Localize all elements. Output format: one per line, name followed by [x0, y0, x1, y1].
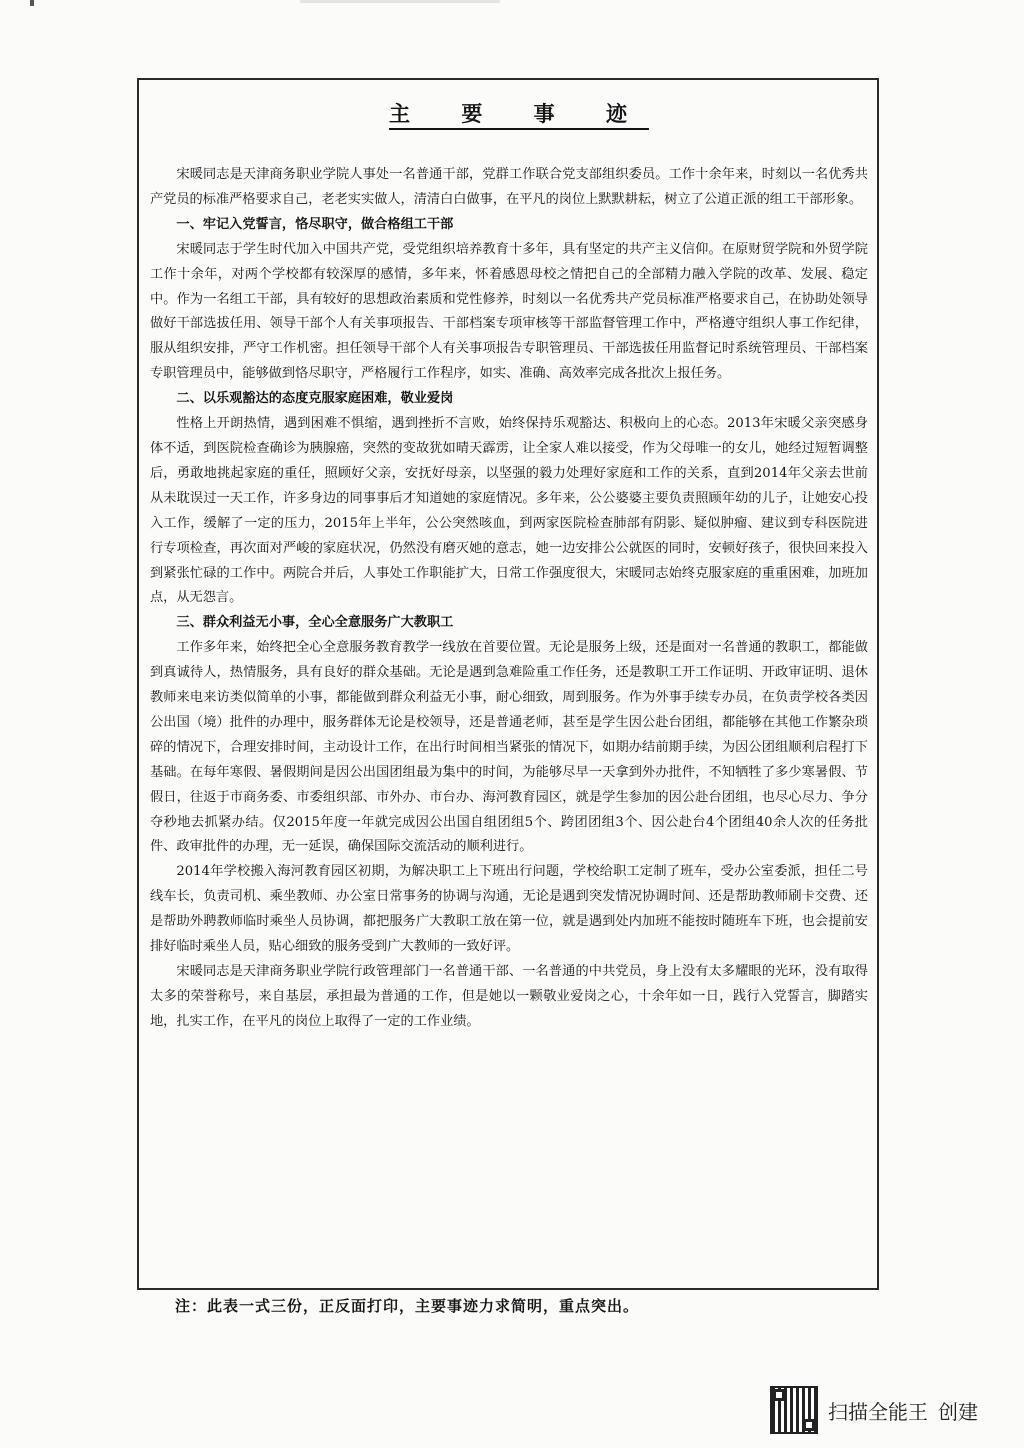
title-text: 主 要 事 迹: [389, 101, 649, 126]
scanner-watermark: [770, 1386, 978, 1434]
scan-edge-mark: [30, 0, 34, 6]
watermark-text: [828, 1396, 978, 1425]
body-paragraph: 宋暖同志于学生时代加入中国共产党，受党组织培养教育十多年，具有坚定的共产主义信仰。在原财贸学院和外贸学院工作十余年，对两个学校都有较深厚的感情，多年来，怀着感恩母校之情把自己的全部精力融入学院的改革、发展、稳定中。作为一名组工干部，具有较好的思想政治素质和党性修养，时刻以一名优秀共产党员标准严格要求自己，在协助处领导做好干部选拔任用、领导干部个人有关事项报告、干部档案专项审核等干部监督管理工作中，严格遵守组织人事工作纪律，服从组织安排，严守工作机密。担任领导干部个人有关事项报告专职管理员、干部选拔任用监督记时系统管理员、干部档案专职管理员中，能够做到恪尽职守，严格履行工作程序，如实、准确、高效率完成各批次上报任务。: [150, 241, 868, 382]
body-paragraph: 宋暖同志是天津商务职业学院人事处一名普通干部，党群工作联合党支部组织委员。工作十余年来，时刻以一名优秀共产党员的标准严格要求自己，老老实实做人，清清白白做事，在平凡的岗位上默默耕耘，树立了公道正派的组工干部形象。: [150, 167, 868, 207]
page-title: [139, 98, 877, 128]
section-heading: 二、以乐观豁达的态度克服家庭困难，敬业爱岗: [176, 391, 454, 407]
qr-code-icon: [770, 1386, 818, 1434]
body-paragraph: 宋暖同志是天津商务职业学院行政管理部门一名普通干部、一名普通的中共党员，身上没有太多耀眼的光环，没有取得太多的荣誉称号，来自基层，承担最为普通的工作，但是她以一颗敬业爱岗之心，十余年如一日，践行入党誓言，脚踏实地，扎实工作，在平凡的岗位上取得了一定的工作业绩。: [150, 964, 868, 1029]
document-frame: [137, 78, 879, 1290]
section-heading: 三、群众利益无小事，全心全意服务广大教职工: [176, 615, 454, 631]
scan-smudge: [300, 0, 500, 3]
footnote: 注：此表一式三份，正反面打印，主要事迹力求简明，重点突出。: [175, 1297, 640, 1315]
watermark-action: 创建: [938, 1399, 978, 1424]
body-paragraph: 工作多年来，始终把全心全意服务教育教学一线放在首要位置。无论是服务上级，还是面对一名普通的教职工，都能做到真诚待人，热情服务，具有良好的群众基础。无论是遇到急难险重工作任务，还是教职工开工作证明、开政审证明、退休教师来电来访类似简单的小事，都能做到群众利益无小事，耐心细致，周到服务。作为外事手续专办员，在负责学校各类因公出国（境）批件的办理中，服务群体无论是校领导，还是普通老师，甚至是学生因公赴台团组，都能够在其他工作繁杂琐碎的情况下，合理安排时间，主动设计工作，在出行时间相当紧张的情况下，如期办结前期手续，为因公团组顺利启程打下基础。在每年寒假、暑假期间是因公出国团组最为集中的时间，为能够尽早一天拿到外办批件，不知牺牲了多少寒暑假、节假日，往返于市商务委、市委组织部、市外办、市台办、海河教育园区，就是学生参加的因公赴台团组，也尽心尽力、争分夺秒地去抓紧办结。仅2015年度一年就完成因公出国自组团组5个、跨团团组3个、因公赴台4个团组40余人次的任务批件、政审批件的办理，无一延误，确保国际交流活动的顺利进行。: [150, 640, 868, 855]
body-paragraph: 2014年学校搬入海河教育园区初期，为解决职工上下班出行问题，学校给职工定制了班车，受办公室委派，担任二号线车长，负责司机、乘坐教师、办公室日常事务的协调与沟通，无论是遇到突发情况协调时间、还是帮助教师刷卡交费、还是帮助外聘教师临时乘坐人员协调，都把服务广大教职工放在第一位，就是遇到处内加班不能按时随班车下班，也会提前安排好临时乘坐人员，贴心细致的服务受到广大教师的一致好评。: [150, 864, 868, 955]
body-paragraph: 性格上开朗热情，遇到困难不惧缩，遇到挫折不言败，始终保持乐观豁达、积极向上的心态。2013年宋暖父亲突感身体不适，到医院检查确诊为胰腺癌，突然的变故犹如晴天霹雳，让全家人难以接受，作为父母唯一的女儿，她经过短暂调整后，勇敢地挑起家庭的重任，照顾好父亲，安抚好母亲，以坚强的毅力处理好家庭和工作的关系，直到2014年父亲去世前从未耽误过一天工作，许多身边的同事事后才知道她的家庭情况。多年来，公公婆婆主要负责照顾年幼的儿子，让她安心投入工作，缓解了一定的压力，2015年上半年，公公突然咳血，到两家医院检查肺部有阴影、疑似肿瘤、建议到专科医院进行专项检查，再次面对严峻的家庭状况，仍然没有磨灭她的意志，她一边安排公公就医的同时，安顿好孩子，很快回来投入到紧张忙碌的工作中。两院合并后，人事处工作职能扩大，日常工作强度很大，宋暖同志始终克服家庭的重重困难，加班加点，从无怨言。: [150, 416, 868, 606]
document-body: [150, 163, 868, 1035]
section-heading: 一、牢记入党誓言，恪尽职守，做合格组工干部: [176, 216, 454, 232]
watermark-app: 扫描全能王: [828, 1399, 928, 1424]
